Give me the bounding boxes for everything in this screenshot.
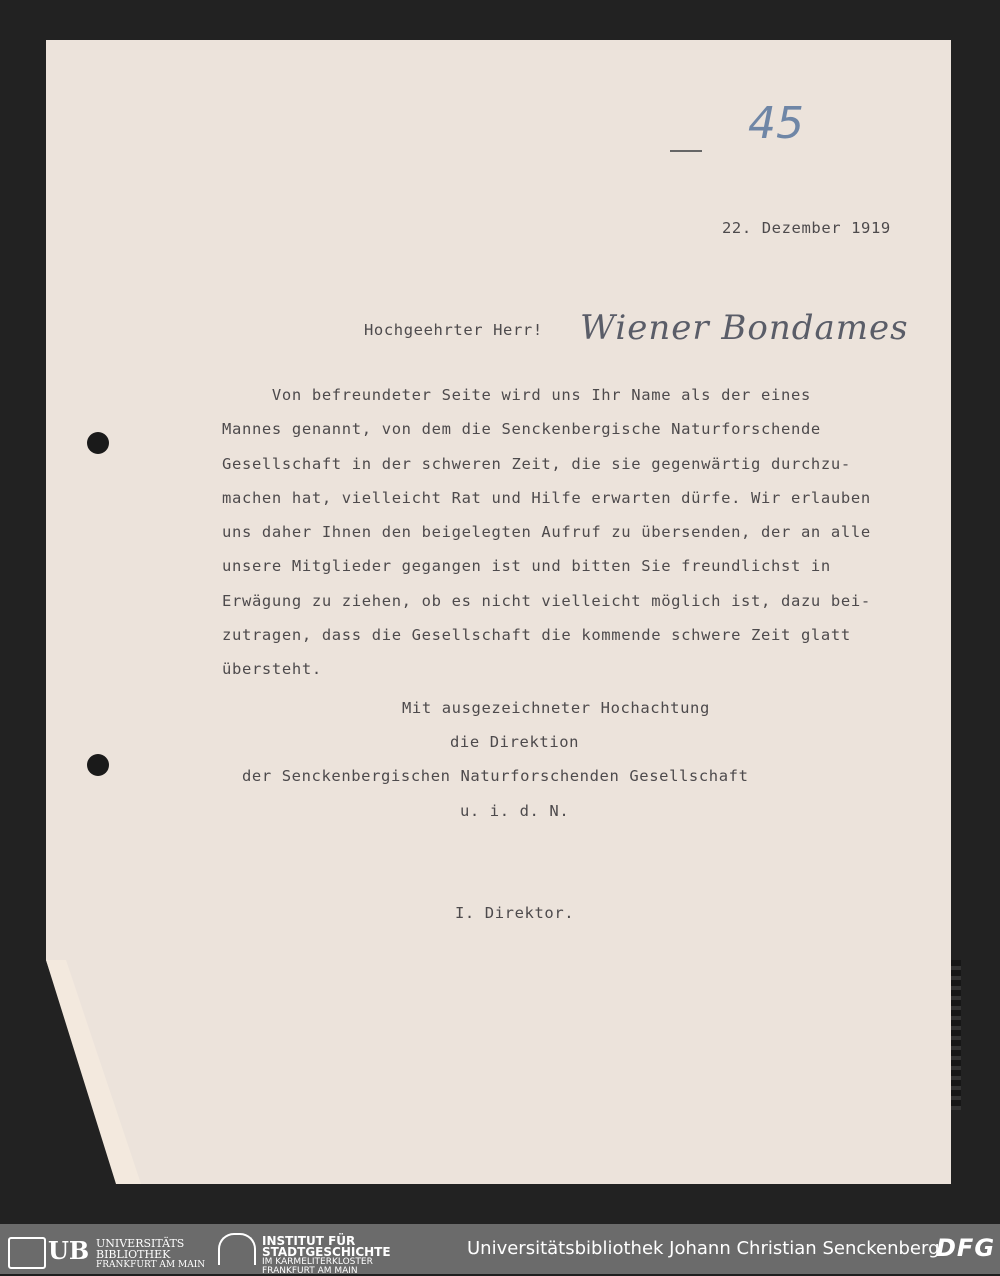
punch-hole-bottom: [87, 754, 109, 776]
signature-line-direktion: die Direktion: [450, 733, 580, 751]
ub-line: BIBLIOTHEK: [96, 1248, 171, 1261]
inst-line: IM KARMELITERKLOSTER: [262, 1257, 373, 1267]
archive-footer-bar: [0, 1224, 1000, 1274]
signature-line-abbrev: u. i. d. N.: [460, 802, 570, 820]
signatory-title: I. Direktor.: [455, 904, 575, 922]
institute-logo-text: [262, 1236, 391, 1276]
institute-arch-icon: [218, 1233, 256, 1265]
closing-phrase: Mit ausgezeichneter Hochachtung: [402, 699, 710, 717]
ub-portrait-icon: [8, 1237, 46, 1269]
body-line: machen hat, vielleicht Rat und Hilfe erwarten dürfe. Wir erlauben: [222, 488, 871, 507]
body-line: Erwägung zu ziehen, ob es nicht vielleicht möglich ist, dazu bei-: [222, 591, 871, 610]
body-line: Mannes genannt, von dem die Senckenbergische Naturforschende: [222, 420, 821, 439]
ub-logo: UB: [48, 1236, 90, 1265]
dfg-logo: DFG: [936, 1234, 996, 1262]
pencil-dash: [670, 150, 702, 152]
body-line: Von befreundeter Seite wird uns Ihr Name als der eines: [222, 386, 811, 404]
salutation: Hochgeehrter Herr!: [364, 321, 543, 339]
library-name: Universitätsbibliothek Johann Christian Senckenberg: [467, 1238, 940, 1259]
ub-line: FRANKFURT AM MAIN: [96, 1260, 206, 1270]
ub-logo-text: [96, 1238, 205, 1271]
letter-date: 22. Dezember 1919: [722, 219, 891, 237]
inst-line: FRANKFURT AM MAIN: [262, 1266, 358, 1276]
body-line: uns daher Ihnen den beigelegten Aufruf zu übersenden, der an alle: [222, 523, 871, 542]
body-line: Gesellschaft in der schweren Zeit, die sie gegenwärtig durchzu-: [222, 454, 851, 473]
inst-line: STADTGESCHICHTE: [262, 1245, 391, 1259]
letter-body: [222, 386, 932, 695]
ub-line: UNIVERSITÄTS: [96, 1237, 185, 1250]
inst-line: INSTITUT FÜR: [262, 1234, 356, 1248]
body-line: zutragen, dass die Gesellschaft die kommende schwere Zeit glatt: [222, 626, 851, 645]
body-line: unsere Mitglieder gegangen ist und bitten Sie freundlichst in: [222, 557, 831, 576]
signature-line-society: der Senckenbergischen Naturforschenden Gesellschaft: [242, 767, 749, 785]
paper-torn-edge: [951, 960, 961, 1110]
handwritten-recipient-name: Wiener Bondames: [580, 308, 909, 348]
body-line: übersteht.: [222, 660, 322, 679]
punch-hole-top: [87, 432, 109, 454]
handwritten-page-number: 45: [748, 98, 804, 149]
